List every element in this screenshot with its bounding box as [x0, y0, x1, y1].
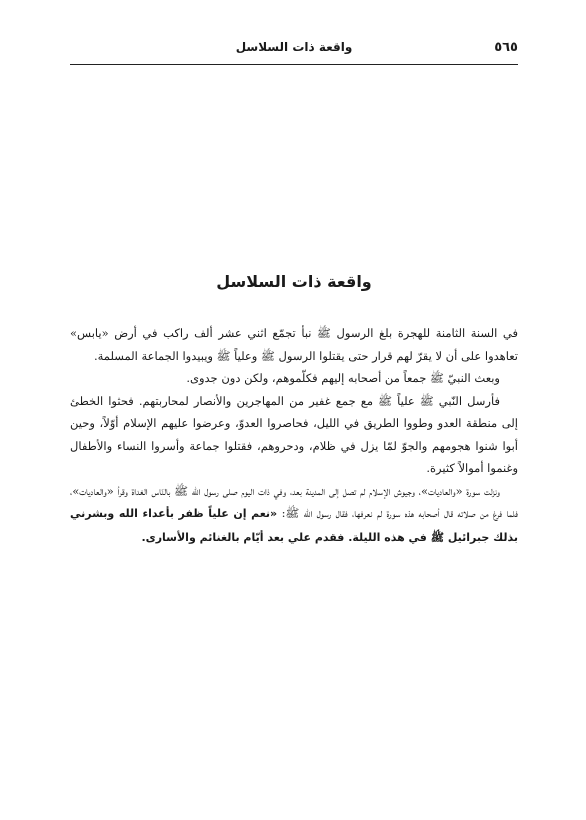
- prophet-quote: «نعم إن علياً ظفر بأعداء الله وبشرني بذلك جبرائيل ﷺ في هذه الليلة. فقدم علي بعد أيّام بالغنائم والأسارى.: [70, 507, 518, 544]
- chapter-title: واقعة ذات السلاسل: [216, 272, 372, 291]
- body-text: [70, 322, 518, 549]
- paragraph-text: ونزلت سورة «والعاديات»، وجيوش الإسلام لم تصل إلى المدينة بعد، وفي ذات اليوم صلى رسول الله ﷺ بالنّاس الغداة وقرأ «والعاديات»، فلما فرغ من صلاته قال أصحابه هذه سورة لم نعرفها، فقال رسول الله ﷺ:: [70, 483, 518, 520]
- paragraph: في السنة الثامنة للهجرة بلغ الرسول ﷺ نبأ تجمّع اثني عشر ألف راكب في أرض «يابس» تعاهدوا على أن لا يقرّ لهم قرار حتى يقتلوا الرسول ﷺ وعلياً ﷺ ويبيدوا الجماعة المسلمة.: [70, 326, 518, 363]
- paragraph: وبعث النبيّ ﷺ جمعاً من أصحابه إليهم فكلّموهم، ولكن دون جدوى.: [186, 371, 500, 385]
- running-title: واقعة ذات السلاسل: [235, 40, 353, 54]
- page-header: [70, 38, 518, 65]
- page-number: ٥٦٥: [494, 40, 518, 55]
- paragraph: [70, 480, 518, 550]
- paragraph: فأرسل النّبي ﷺ علياً ﷺ مع جمع غفير من المهاجرين والأنصار لمحاربتهم. فحثوا الخطئ إلى منطقة العدو وطووا الطريق في الليل، فحاصروا العدوّ، وعرضوا عليهم الإسلام أوّلاً، وحين أبوا شنوا هجومهم والجوّ لمّا يزل في ظلام، ودحروهم، فقتلوا جماعة وأسروا النساء والأطفال وغنموا أموالاً كثيرة.: [70, 393, 518, 475]
